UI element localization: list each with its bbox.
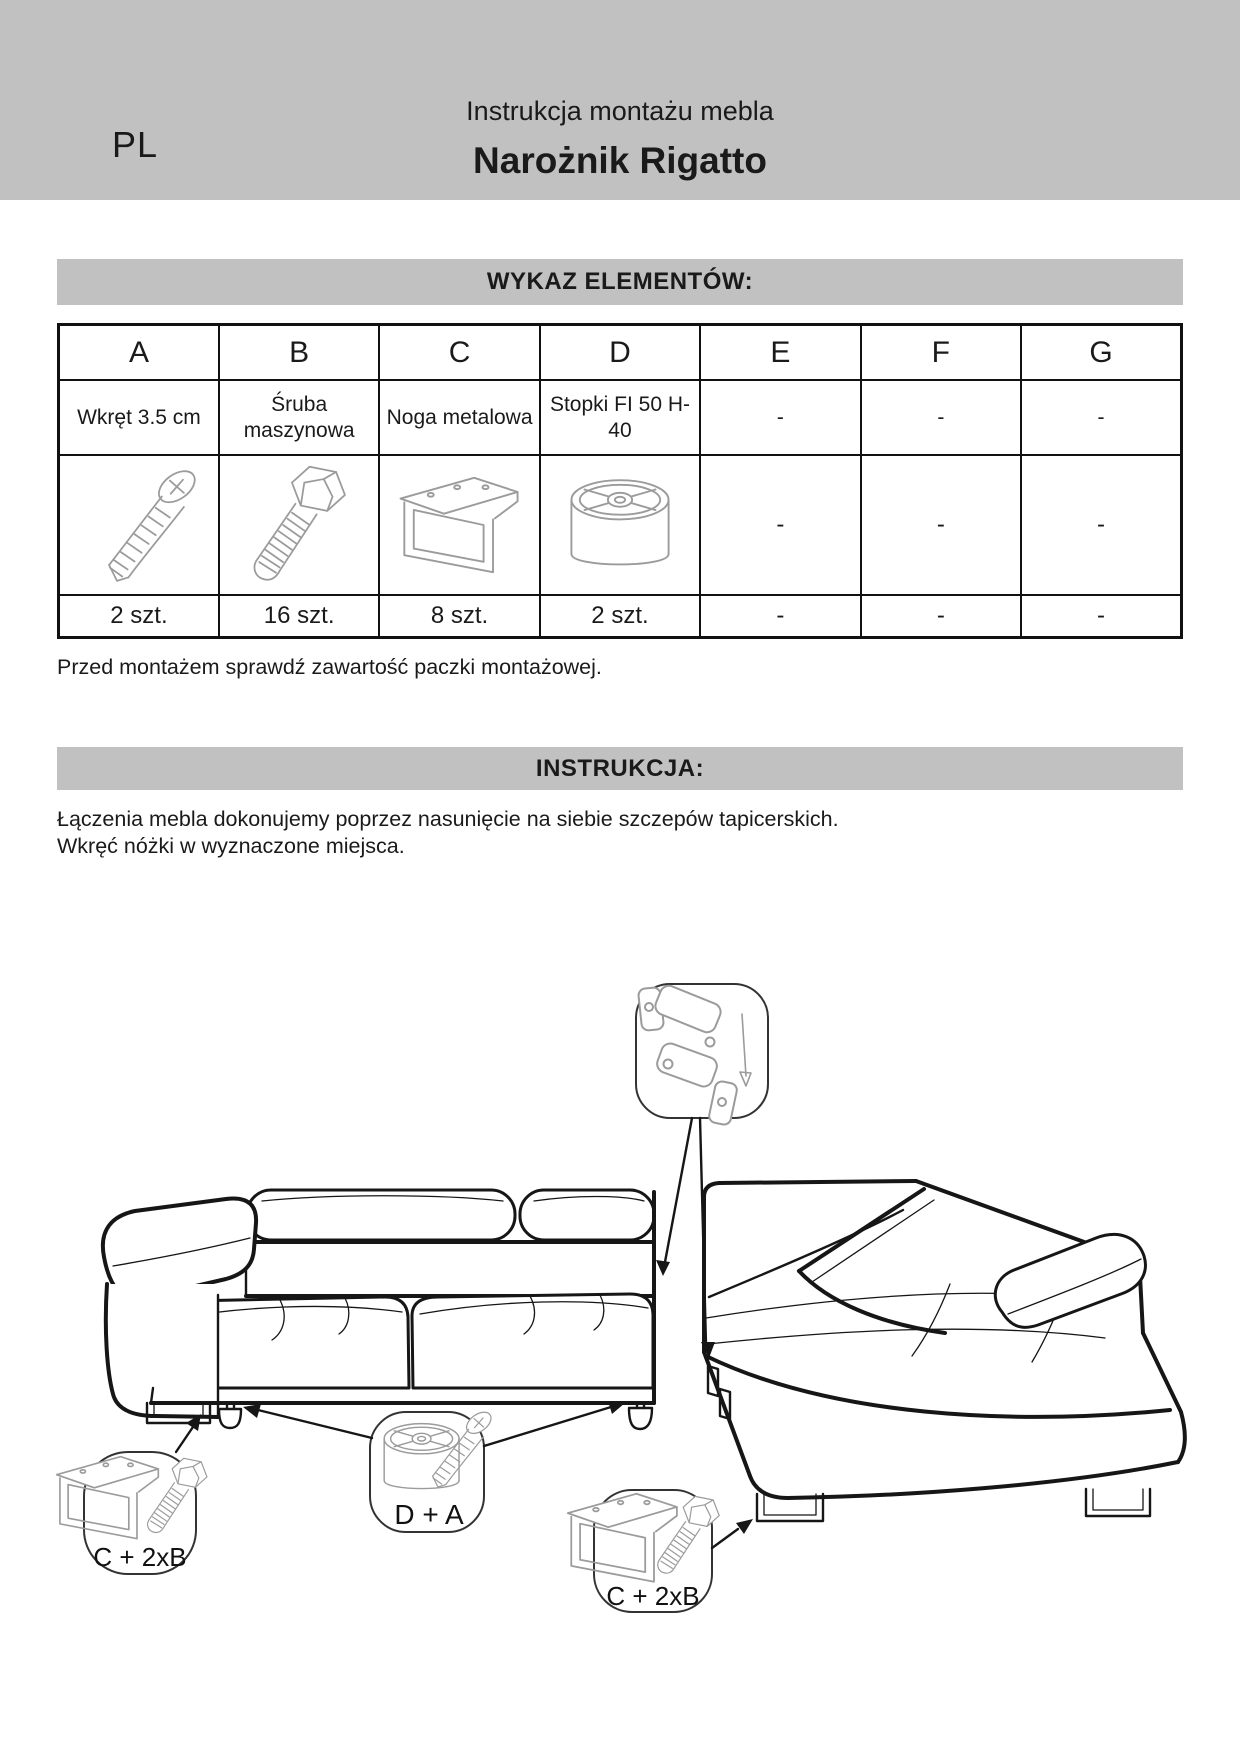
language-code: PL [112,124,159,165]
metal-leg-icon [393,472,527,578]
right-sofa-legs [757,1489,1150,1521]
part-image-cell-b [219,455,379,595]
part-name-f: - [861,380,1021,455]
assembly-diagram [0,860,1240,1660]
part-name-b: Śruba maszynowa [219,380,379,455]
part-letter-f: F [861,325,1021,381]
part-qty-b: 16 szt. [219,595,379,638]
part-qty-d: 2 szt. [540,595,700,638]
left-sofa-front-foot [219,1403,241,1428]
callout-label-left: C + 2xB [93,1542,187,1572]
instruction-text [57,806,839,860]
part-qty-f: - [861,595,1021,638]
page-header [0,0,1240,200]
parts-image-row [59,455,1182,595]
page-title: Narożnik Rigatto [473,140,767,181]
parts-table [57,323,1183,639]
part-image-cell-a [59,455,219,595]
parts-qty-row [59,595,1182,638]
part-image-cell-c [379,455,539,595]
callout-label-middle: D + A [394,1499,464,1530]
instruction-heading: INSTRUKCJA: [57,747,1183,790]
package-check-note: Przed montażem sprawdź zawartość paczki montażowej. [57,655,602,679]
part-qty-c: 8 szt. [379,595,539,638]
right-sofa-drawing [704,1181,1185,1521]
document-subtitle: Instrukcja montażu mebla [466,96,774,126]
part-image-cell-g [1021,455,1181,595]
parts-name-row [59,380,1182,455]
left-sofa-rear-foot [629,1403,652,1429]
part-image-cell-d [540,455,700,595]
part-letter-d: D [540,325,700,381]
instruction-line-2: Wkręć nóżki w wyznaczone miejsca. [57,834,405,858]
instruction-line-1: Łączenia mebla dokonujemy poprzez nasunięcie na siebie szczepów tapicerskich. [57,807,839,831]
part-image-cell-f [861,455,1021,595]
round-foot-icon [563,473,677,577]
image-dash-g: - [1097,511,1106,538]
part-name-c: Noga metalowa [379,380,539,455]
parts-list-heading: WYKAZ ELEMENTÓW: [57,259,1183,305]
screw-icon [73,462,205,588]
part-name-d: Stopki FI 50 H-40 [540,380,700,455]
part-name-g: - [1021,380,1181,455]
part-letter-a: A [59,325,219,381]
part-letter-g: G [1021,325,1181,381]
part-qty-e: - [700,595,860,638]
image-dash-e: - [776,511,785,538]
left-sofa-drawing [103,1190,654,1429]
part-letter-e: E [700,325,860,381]
part-qty-g: - [1021,595,1181,638]
part-name-a: Wkręt 3.5 cm [59,380,219,455]
part-qty-a: 2 szt. [59,595,219,638]
parts-letter-row [59,325,1182,381]
machine-bolt-icon [246,463,352,587]
part-image-cell-e [700,455,860,595]
image-dash-f: - [936,511,945,538]
callout-label-right: C + 2xB [606,1581,700,1611]
part-letter-c: C [379,325,539,381]
part-name-e: - [700,380,860,455]
part-letter-b: B [219,325,379,381]
